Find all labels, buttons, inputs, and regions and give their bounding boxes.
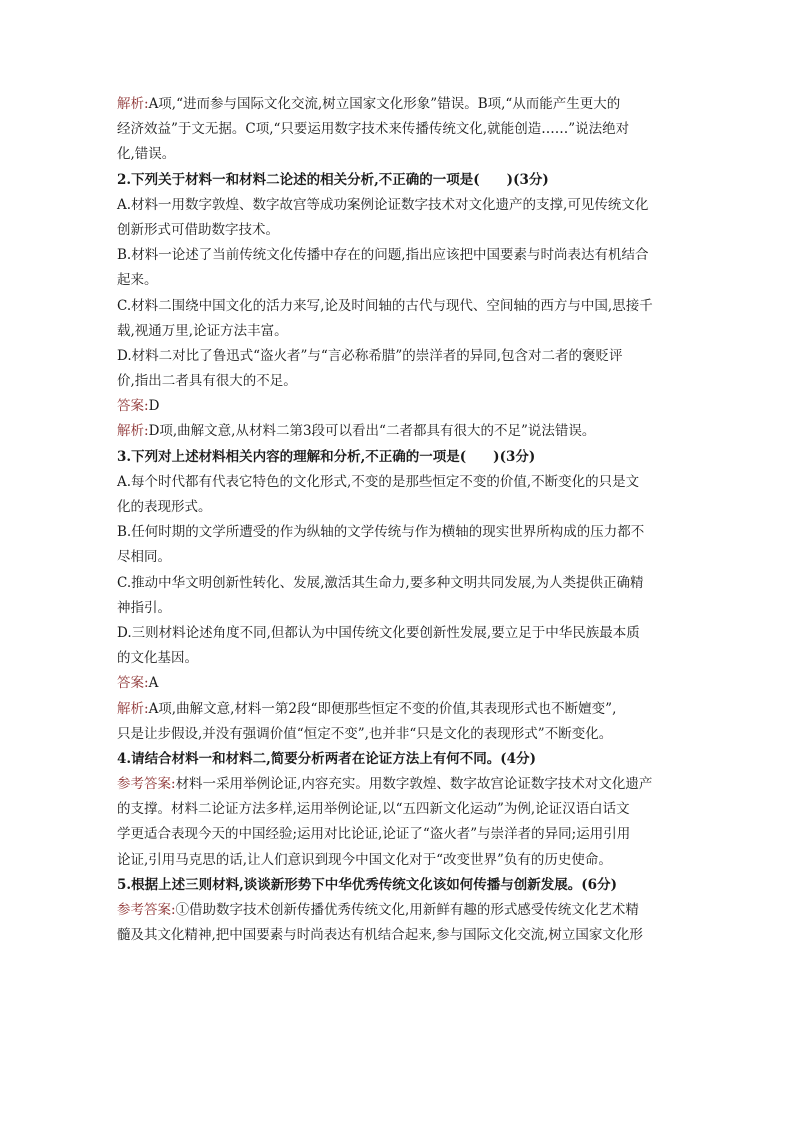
q3-option-line: C.推动中华文明创新性转化、发展,激活其生命力,要多种文明共同发展,为人类提供正确精 (117, 574, 644, 591)
analysis-label: 解析: (117, 423, 149, 440)
q5-reference-line: 髓及其文化精神,把中国要素与时尚表达有机结合起来,参与国际文化交流,树立国家文化形 (117, 927, 643, 944)
q2-option-line: 起来。 (117, 272, 158, 289)
answer-value: A (148, 675, 159, 692)
analysis-text: A项,曲解文意,材料一第2段“即便那些恒定不变的价值,其表现形式也不断嬗变”, (148, 700, 617, 717)
question-5-stem: 5.根据上述三则材料,谈谈新形势下中华优秀传统文化该如何传播与创新发展。(6分) (117, 876, 617, 893)
reference-label: 参考答案: (117, 776, 176, 793)
q3-option-line: D.三则材料论述角度不同,但都认为中国传统文化要创新性发展,要立足于中华民族最本质 (117, 624, 640, 641)
reference-label: 参考答案: (117, 902, 176, 918)
analysis-text: D项,曲解文意,从材料二第3段可以看出“二者都具有很大的不足”说法错误。 (148, 423, 596, 440)
q2-option-line: B.材料一论述了当前传统文化传播中存在的问题,指出应该把中国要素与时尚表达有机结合 (117, 247, 649, 264)
analysis-label: 解析: (117, 700, 149, 717)
q2-option-line: D.材料二对比了鲁迅式“盗火者”与“言必称希腊”的崇洋者的异同,包含对二者的褒贬评 (117, 347, 623, 364)
q3-option-line: 的文化基因。 (117, 650, 198, 667)
q2-option-line: 创新形式可借助数字技术。 (117, 221, 279, 238)
q3-option-line: B.任何时期的文学所遭受的作为纵轴的文学传统与作为横轴的现实世界所构成的压力都不 (117, 524, 645, 541)
q4-reference-line: 论证,引用马克思的话,让人们意识到现今中国文化对于“改变世界”负有的历史使命。 (117, 851, 612, 868)
q3-answer (117, 671, 682, 696)
q3-option-line: 化的表现形式。 (117, 499, 212, 515)
analysis-line: 经济效益”于文无据。C项,“只要运用数字技术来传播传统文化,就能创造……”说法绝对 (117, 121, 630, 138)
question-3-stem: 3.下列对上述材料相关内容的理解和分析,不正确的一项是( )(3分) (117, 448, 536, 465)
document-page (117, 92, 682, 948)
q2-analysis (117, 419, 682, 444)
q2-option-line: C.材料二围绕中国文化的活力来写,论及时间轴的古代与现代、空间轴的西方与中国,思接千 (117, 297, 653, 314)
reference-text: ①借助数字技术创新传播优秀传统文化,用新鲜有趣的形式感受传统文化艺术精 (175, 902, 639, 918)
answer-label: 答案: (117, 398, 149, 415)
q2-option-line: 价,指出二者具有很大的不足。 (117, 373, 297, 390)
q2-answer (117, 394, 682, 419)
q2-option-line: 载,视通万里,论证方法丰富。 (117, 322, 288, 339)
q3-analysis (117, 697, 682, 722)
q2-option-line: A.材料一用数字敦煌、数字故宫等成功案例论证数字技术对文化遗产的支撑,可见传统文化 (117, 196, 649, 213)
analysis-label: 解析: (117, 96, 149, 112)
q4-reference (117, 772, 682, 797)
q4-reference-line: 的支撑。材料二论证方法多样,运用举例论证,以“五四新文化运动”为例,论证汉语白话文 (117, 801, 630, 818)
q3-option-line: A.每个时代都有代表它特色的文化形式,不变的是那些恒定不变的价值,不断变化的只是文 (117, 473, 640, 490)
analysis-text: A项,“进而参与国际文化交流,树立国家文化形象”错误。B项,“从而能产生更大的 (148, 96, 621, 112)
reference-text: 材料一采用举例论证,内容充实。用数字敦煌、数字故宫论证数字技术对文化遗产 (175, 776, 653, 793)
question-2-stem: 2.下列关于材料一和材料二论述的相关分析,不正确的一项是( )(3分) (117, 171, 549, 188)
q4-reference-line: 学更适合表现今天的中国经验;运用对比论证,论证了“盗火者”与崇洋者的异同;运用引用 (117, 826, 631, 843)
analysis-line: 化,错误。 (117, 146, 176, 163)
question-4-stem: 4.请结合材料一和材料二,简要分析两者在论证方法上有何不同。(4分) (117, 750, 536, 767)
answer-value: D (148, 398, 160, 415)
q3-option-line: 尽相同。 (117, 549, 171, 566)
q3-analysis-line: 只是让步假设,并没有强调价值“恒定不变”,也并非“只是文化的表现形式”不断变化。 (117, 725, 613, 742)
answer-label: 答案: (117, 675, 149, 692)
q3-option-line: 神指引。 (117, 599, 171, 616)
q5-reference (117, 898, 682, 923)
analysis-line (117, 92, 682, 117)
